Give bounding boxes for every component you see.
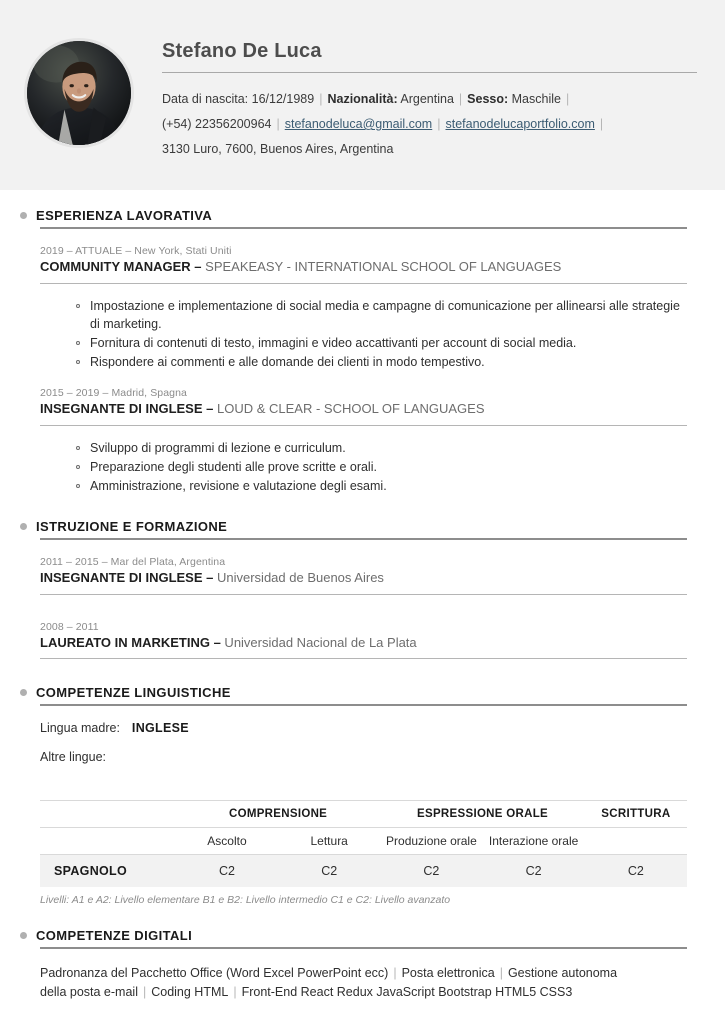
birthdate-label: Data di nascita:	[162, 92, 249, 106]
entry-bullet-list	[68, 297, 687, 372]
entry-organization: SPEAKEASY - INTERNATIONAL SCHOOL OF LANGUAGES	[201, 259, 562, 274]
portrait-photo-icon	[27, 41, 131, 145]
section-header-digital	[16, 928, 687, 943]
separator: |	[276, 117, 280, 131]
separator: |	[393, 966, 397, 981]
education-entry	[40, 556, 687, 595]
section-divider	[40, 704, 687, 706]
bullet-dot-icon	[20, 932, 27, 939]
digital-skill-item: Posta elettronica	[401, 966, 495, 981]
entry-title	[40, 258, 687, 276]
entry-divider	[40, 425, 687, 426]
digital-skill-item: Front-End React Redux JavaScript Bootstrap HTML5 CSS3	[241, 985, 573, 1000]
table-header-row-groups	[40, 801, 687, 828]
nationality-value: Argentina	[397, 92, 454, 106]
entry-organization: Universidad Nacional de La Plata	[220, 634, 417, 650]
col-header-scrittura: SCRITTURA	[585, 801, 687, 828]
entry-bullet-list	[68, 439, 687, 495]
digital-skill-item: Padronanza del Pacchetto Office (Word Excel PowerPoint ecc)	[40, 966, 389, 981]
cell-language-name: SPAGNOLO	[40, 855, 176, 888]
table-header-row-sub	[40, 828, 687, 855]
section-title: ESPERIENZA LAVORATIVA	[36, 208, 213, 223]
education-entry	[40, 621, 687, 660]
entry-period-location: 2019 – ATTUALE – New York, Stati Uniti	[40, 245, 232, 257]
cv-body	[0, 208, 725, 1003]
mother-tongue-label: Lingua madre:	[40, 721, 120, 736]
section-title: COMPETENZE DIGITALI	[36, 928, 193, 944]
section-divider	[40, 227, 687, 229]
subheader-ascolto: Ascolto	[176, 828, 278, 855]
section-header-experience	[16, 208, 687, 223]
entry-organization: LOUD & CLEAR - SCHOOL OF LANGUAGES	[213, 401, 485, 417]
nationality-label: Nazionalità:	[327, 92, 398, 106]
separator: |	[437, 117, 441, 131]
separator: |	[142, 985, 147, 1000]
col-header-espressione-orale: ESPRESSIONE ORALE	[380, 801, 584, 828]
entry-divider	[40, 283, 687, 284]
mother-tongue-row	[40, 721, 687, 735]
list-item: Preparazione degli studenti alle prove scritte e orali.	[88, 458, 687, 476]
sex-label: Sesso:	[467, 92, 509, 106]
subheader-lettura: Lettura	[278, 828, 380, 855]
cell-ascolto: C2	[176, 855, 278, 888]
entry-period-location: 2015 – 2019 – Madrid, Spagna	[40, 387, 187, 400]
header-text-block	[162, 40, 697, 162]
list-item: Impostazione e implementazione di social media e campagne di comunicazione per allinearsi alle strategie di marketing.	[88, 297, 687, 333]
separator: |	[565, 92, 570, 106]
page-title: Stefano De Luca	[162, 40, 322, 62]
separator: |	[319, 92, 323, 106]
entry-title	[40, 400, 687, 418]
section-title: ISTRUZIONE E FORMAZIONE	[36, 518, 228, 534]
bullet-dot-icon	[20, 689, 27, 696]
col-header-comprensione: COMPRENSIONE	[176, 801, 380, 828]
digital-skill-item: Coding HTML	[151, 985, 229, 1000]
experience-entry	[40, 387, 687, 495]
cell-interazione-orale: C2	[483, 855, 585, 888]
section-title: COMPETENZE LINGUISTICHE	[36, 685, 231, 701]
separator: |	[499, 966, 503, 981]
mother-tongue-value: INGLESE	[131, 721, 189, 736]
phone-number: (+54) 22356200964	[162, 117, 272, 131]
section-experience	[16, 208, 687, 495]
avatar-photo	[27, 41, 131, 145]
subheader-blank	[40, 828, 176, 855]
experience-entry	[40, 245, 687, 371]
subheader-produzione-orale: Produzione orale	[380, 828, 482, 855]
list-item: Sviluppo di programmi di lezione e curriculum.	[88, 439, 687, 457]
digital-skill-item: Gestione autonoma della posta e-mail	[40, 966, 618, 1000]
bullet-dot-icon	[20, 523, 27, 530]
list-item: Amministrazione, revisione e valutazione degli esami.	[88, 477, 687, 495]
entry-title	[40, 634, 687, 652]
section-languages	[16, 685, 687, 906]
section-divider	[40, 947, 687, 949]
section-digital-skills	[16, 928, 687, 1003]
separator: |	[458, 92, 463, 106]
cell-scrittura: C2	[585, 855, 687, 888]
separator: |	[599, 117, 604, 131]
sex-value: Maschile	[508, 92, 561, 106]
section-header-education	[16, 519, 687, 534]
cv-header	[0, 0, 725, 190]
levels-legend: Livelli: A1 e A2: Livello elementare B1 e B2: Livello intermedio C1 e C2: Livello avanzato	[40, 894, 451, 907]
entry-role: INSEGNANTE DI INGLESE –	[40, 401, 214, 417]
entry-role: LAUREATO IN MARKETING –	[40, 634, 221, 650]
email-link[interactable]: stefanodeluca@gmail.com	[284, 117, 433, 131]
name-divider	[162, 72, 697, 73]
cell-produzione-orale: C2	[380, 855, 482, 888]
list-item: Rispondere ai commenti e alle domande dei clienti in modo tempestivo.	[88, 353, 687, 371]
birthdate-value: 16/12/1989	[248, 92, 315, 106]
entry-role: INSEGNANTE DI INGLESE –	[40, 569, 214, 585]
section-divider	[40, 538, 687, 540]
entry-divider	[40, 658, 687, 659]
entry-divider	[40, 594, 687, 595]
table-row	[40, 855, 687, 888]
section-education	[16, 519, 687, 659]
entry-organization: Universidad de Buenos Aires	[213, 569, 384, 585]
address-line: 3130 Luro, 7600, Buenos Aires, Argentina	[162, 142, 394, 156]
entry-period-location: 2008 – 2011	[40, 620, 99, 633]
col-header-language	[40, 801, 176, 828]
language-levels-table	[40, 800, 687, 887]
digital-skills-text	[40, 964, 640, 1003]
other-languages-label: Altre lingue:	[40, 750, 107, 765]
website-link[interactable]: stefanodelucaportfolio.com	[445, 117, 595, 131]
cell-lettura: C2	[278, 855, 380, 888]
entry-period-location: 2011 – 2015 – Mar del Plata, Argentina	[40, 555, 226, 568]
separator: |	[233, 985, 237, 1000]
contact-info-line	[162, 112, 697, 137]
section-header-languages	[16, 685, 687, 700]
personal-info-line	[162, 87, 697, 112]
list-item: Fornitura di contenuti di testo, immagini e video accattivanti per account di social media.	[88, 334, 687, 352]
bullet-dot-icon	[20, 212, 27, 219]
subheader-blank-scrittura	[585, 828, 687, 855]
entry-title	[40, 569, 687, 587]
entry-role: COMMUNITY MANAGER –	[40, 259, 202, 274]
avatar	[24, 38, 134, 148]
subheader-interazione-orale: Interazione orale	[483, 828, 585, 855]
